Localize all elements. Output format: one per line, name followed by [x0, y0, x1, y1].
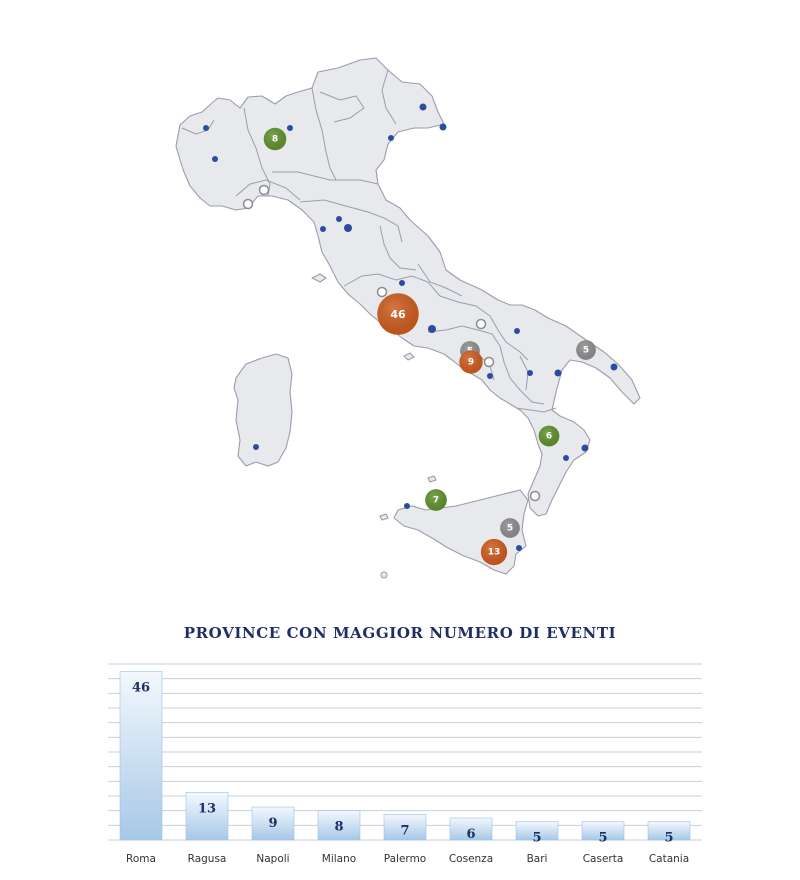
- minor-marker: [378, 288, 387, 297]
- map-dot: [514, 328, 520, 334]
- map-dot: [287, 125, 293, 131]
- chart-title: PROVINCE CON MAGGIOR NUMERO DI EVENTI: [183, 624, 617, 642]
- elba-island: [312, 274, 326, 282]
- map-dot: [555, 370, 562, 377]
- map-dot: [428, 325, 436, 333]
- marker-catania: [500, 518, 520, 538]
- marker-napoli: [459, 350, 482, 373]
- minor-marker: [531, 492, 540, 501]
- ischia-island: [404, 353, 414, 360]
- marker-ragusa: [481, 539, 507, 565]
- map-dot: [563, 455, 569, 461]
- category-label: Cosenza: [448, 853, 494, 865]
- bar-roma: [120, 671, 162, 840]
- category-label: Caserta: [582, 853, 624, 865]
- marker-cosenza: [539, 426, 560, 447]
- marker-milano: [264, 128, 287, 151]
- minor-marker: [485, 358, 494, 367]
- bar-value-label: 9: [268, 816, 278, 831]
- category-label: Napoli: [256, 853, 290, 865]
- marker-roma: [377, 293, 419, 335]
- bar-value-label: 8: [334, 819, 344, 835]
- map-dot: [344, 224, 352, 232]
- sardinia: [234, 354, 292, 466]
- bar-value-label: 46: [131, 680, 151, 696]
- marker-label: 13: [487, 547, 501, 558]
- minor-marker: [260, 186, 269, 195]
- map-dot: [253, 444, 259, 450]
- map-dot: [203, 125, 209, 131]
- map-dot: [212, 156, 218, 162]
- marker-label: 46: [390, 308, 406, 321]
- category-label: Ragusa: [187, 853, 227, 865]
- bar-value-label: 6: [466, 827, 476, 842]
- marker-palermo: [425, 489, 447, 511]
- category-label: Roma: [126, 853, 156, 865]
- bar-value-label: 7: [400, 823, 410, 839]
- chart-bars: [120, 671, 690, 865]
- bar-value-label: 5: [532, 830, 542, 846]
- marker-label: 5: [506, 523, 514, 534]
- map-dot: [487, 373, 493, 379]
- bar-value-label: 13: [197, 801, 217, 817]
- map-dot: [516, 545, 522, 551]
- map-dot: [388, 135, 394, 141]
- map-dot: [399, 280, 405, 286]
- egadi-island: [380, 514, 388, 520]
- bar-value-label: 5: [664, 830, 674, 846]
- minor-marker: [477, 320, 486, 329]
- marker-label: 5: [582, 345, 590, 356]
- aeolian-island: [428, 476, 436, 482]
- map-dot: [611, 364, 618, 371]
- map-dot: [440, 124, 447, 131]
- marker-label: 9: [467, 357, 475, 368]
- category-label: Palermo: [383, 853, 427, 865]
- marker-bari: [576, 340, 596, 360]
- marker-label: 7: [432, 495, 440, 506]
- marker-label: 6: [545, 431, 553, 442]
- map-dot: [404, 503, 410, 509]
- pantelleria-island: [381, 572, 387, 578]
- minor-marker: [244, 200, 253, 209]
- map-dot: [582, 445, 589, 452]
- marker-label: 8: [271, 134, 279, 145]
- category-label: Catania: [648, 853, 690, 865]
- bar-value-label: 5: [598, 830, 608, 846]
- map-dot: [320, 226, 326, 232]
- map-dot: [527, 370, 533, 376]
- map-dot: [420, 104, 427, 111]
- category-label: Bari: [526, 853, 548, 865]
- map-dot: [336, 216, 342, 222]
- bar-chart: [0, 650, 800, 880]
- category-label: Milano: [321, 853, 357, 865]
